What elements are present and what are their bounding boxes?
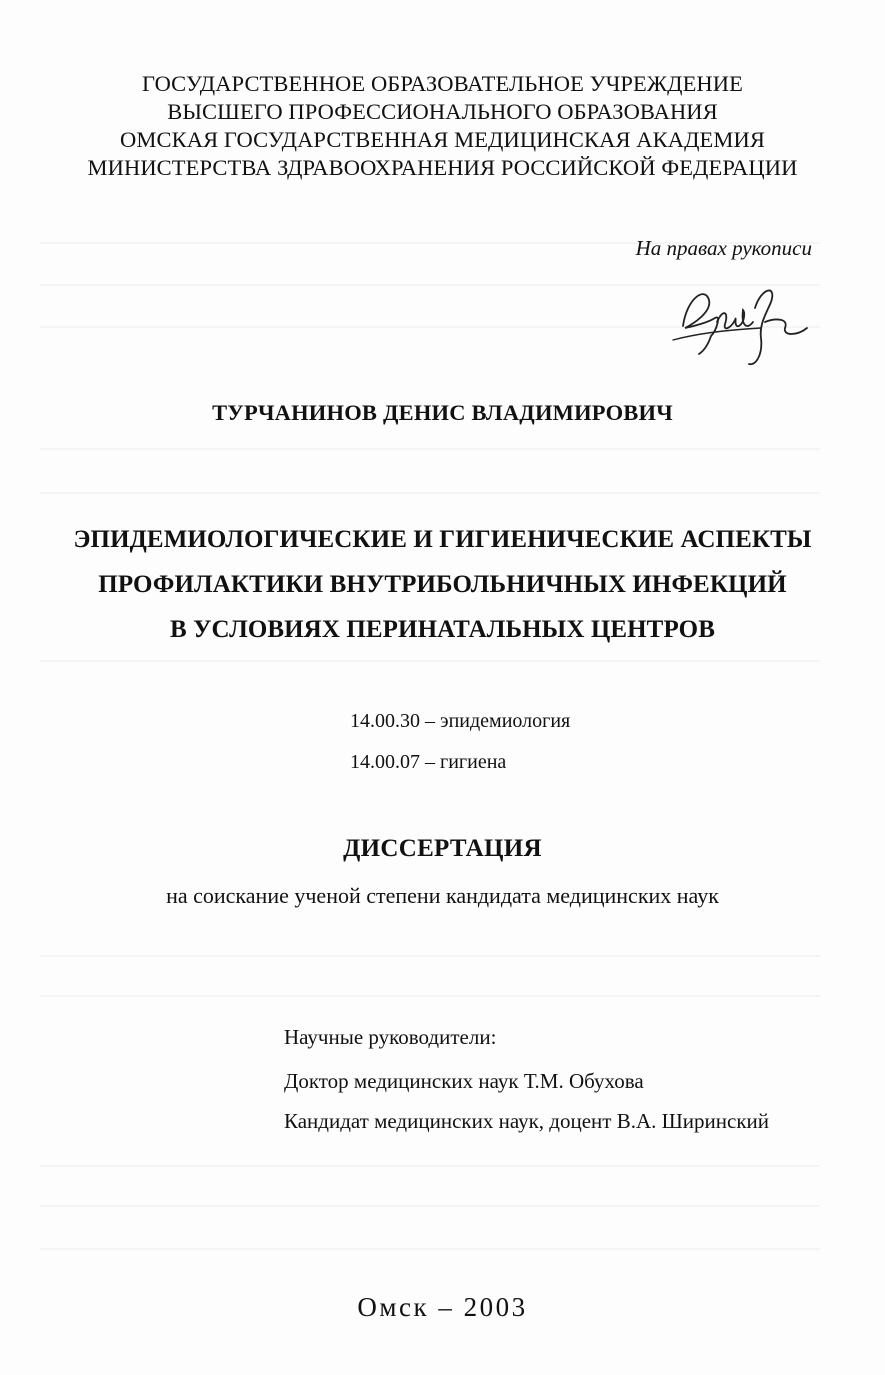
bleed-through-line xyxy=(40,995,820,997)
institution-line-1: ГОСУДАРСТВЕННОЕ ОБРАЗОВАТЕЛЬНОЕ УЧРЕЖДЕНИЕ xyxy=(142,71,743,96)
bleed-through-line xyxy=(40,955,820,957)
supervisor-name: Кандидат медицинских наук, доцент В.А. Ширинский xyxy=(284,1109,770,1133)
degree-statement: на соискание ученой степени кандидата медицинских наук xyxy=(166,883,719,908)
bleed-through-line xyxy=(40,1205,820,1207)
specialty-code: 14.00.30 – эпидемиология xyxy=(350,710,571,732)
manuscript-rights-note: На правах рукописи xyxy=(635,236,812,260)
title-line-1: ЭПИДЕМИОЛОГИЧЕСКИЕ И ГИГИЕНИЧЕСКИЕ АСПЕКТЫ xyxy=(73,526,812,553)
document-type: ДИССЕРТАЦИЯ xyxy=(343,835,542,862)
bleed-through-line xyxy=(40,1248,820,1250)
title-line-3: В УСЛОВИЯХ ПЕРИНАТАЛЬНЫХ ЦЕНТРОВ xyxy=(169,616,716,643)
supervisors-heading: Научные руководители: xyxy=(284,1025,497,1049)
title-line-2: ПРОФИЛАКТИКИ ВНУТРИБОЛЬНИЧНЫХ ИНФЕКЦИЙ xyxy=(98,571,787,598)
specialty-code: 14.00.07 – гигиена xyxy=(350,751,507,773)
bleed-through-line xyxy=(40,492,820,494)
institution-line-4: МИНИСТЕРСТВА ЗДРАВООХРАНЕНИЯ РОССИЙСКОЙ ФЕДЕРАЦИИ xyxy=(87,155,798,180)
bleed-through-line xyxy=(40,1165,820,1167)
city-year: Омск – 2003 xyxy=(357,1292,528,1322)
supervisor-name: Доктор медицинских наук Т.М. Обухова xyxy=(284,1069,644,1093)
author-name: ТУРЧАНИНОВ ДЕНИС ВЛАДИМИРОВИЧ xyxy=(212,400,673,425)
bleed-through-line xyxy=(40,660,820,662)
dissertation-title xyxy=(0,517,885,652)
bleed-through-line xyxy=(40,448,820,450)
institution-line-2: ВЫСШЕГО ПРОФЕССИОНАЛЬНОГО ОБРАЗОВАНИЯ xyxy=(167,99,718,124)
institution-line-3: ОМСКАЯ ГОСУДАРСТВЕННАЯ МЕДИЦИНСКАЯ АКАДЕМИЯ xyxy=(120,127,765,152)
handwritten-signature xyxy=(665,278,815,370)
